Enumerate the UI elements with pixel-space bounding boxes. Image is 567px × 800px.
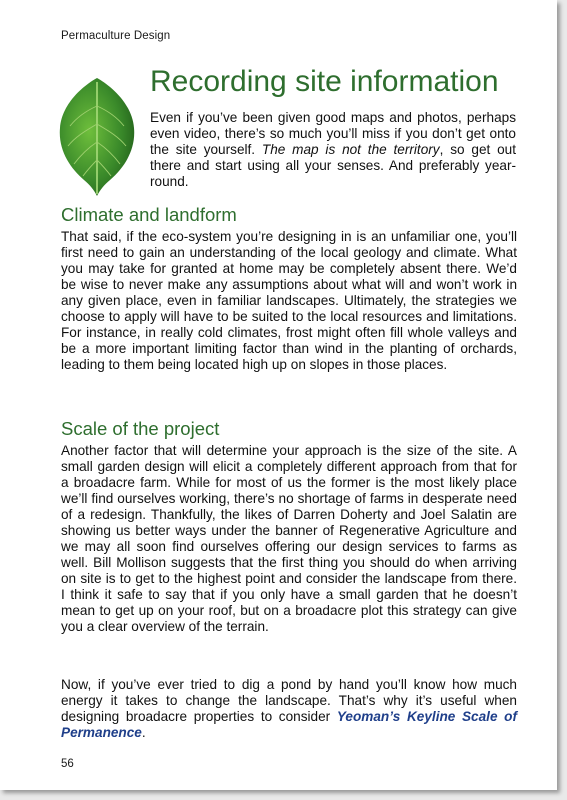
climate-paragraph: That said, if the eco-system you’re designing in is an unfamiliar one, you’ll first need to gain an understanding of the local geology and climate. What you may take for granted at home may be completely absent there. We’d be wise to never make any assumptions about what will and won’t work in any given place, even in familiar landscapes. Ultimately, the strategies we choose to apply will have to be suited to the local resources and limitations. For instance, in really cold climates, frost might often fill whole valleys and be a more important limiting factor than wind in the planting of orchards, leading to them being located high up on slopes in those places. [61, 229, 517, 372]
section-heading-scale: Scale of the project [61, 418, 220, 439]
keyline-text-2: . [141, 725, 146, 740]
running-head: Permaculture Design [61, 30, 171, 42]
page-number: 56 [61, 758, 74, 770]
section-heading-climate: Climate and landform [61, 204, 237, 225]
keyline-text-1: Now, if you’ve ever tried to dig a pond by hand you’ll know how much energy it takes to change the landscape. That’s why it’s useful when designing broadacre properties to consider [61, 677, 517, 724]
intro-emphasis: The map is not the territory [261, 142, 440, 157]
keyline-paragraph [61, 677, 517, 741]
intro-paragraph [150, 110, 516, 190]
green-leaf-icon [56, 76, 138, 198]
page-title: Recording site information [150, 65, 499, 98]
intro-text-2: , so get out there and start using all your senses. And preferably year-round. [150, 142, 516, 189]
keyline-scale-link[interactable]: Yeoman’s Keyline Scale of Permanence [61, 709, 517, 740]
intro-text-1: Even if you’ve been given good maps and photos, perhaps even video, there’s so much you’ll miss if you don’t get onto the site yourself. [150, 110, 516, 157]
scale-paragraph: Another factor that will determine your approach is the size of the site. A small garden design will elicit a completely different approach from that for a broadacre farm. While for most of us the former is the most likely place we’ll find ourselves working, there’s no shortage of farms in desperate need of a redesign. Thankfully, the likes of Darren Doherty and Joel Salatin are showing us better ways under the banner of Regenerative Agriculture and we may all soon find ourselves offering our design services to farms as well. Bill Mollison suggests that the first thing you should do when arriving on site is to get to the highest point and consider the landscape from there. I think it safe to say that if you only have a small garden that he doesn’t mean to get up on your roof, but on a broadacre plot this strategy can give you a clear overview of the terrain. [61, 443, 517, 634]
